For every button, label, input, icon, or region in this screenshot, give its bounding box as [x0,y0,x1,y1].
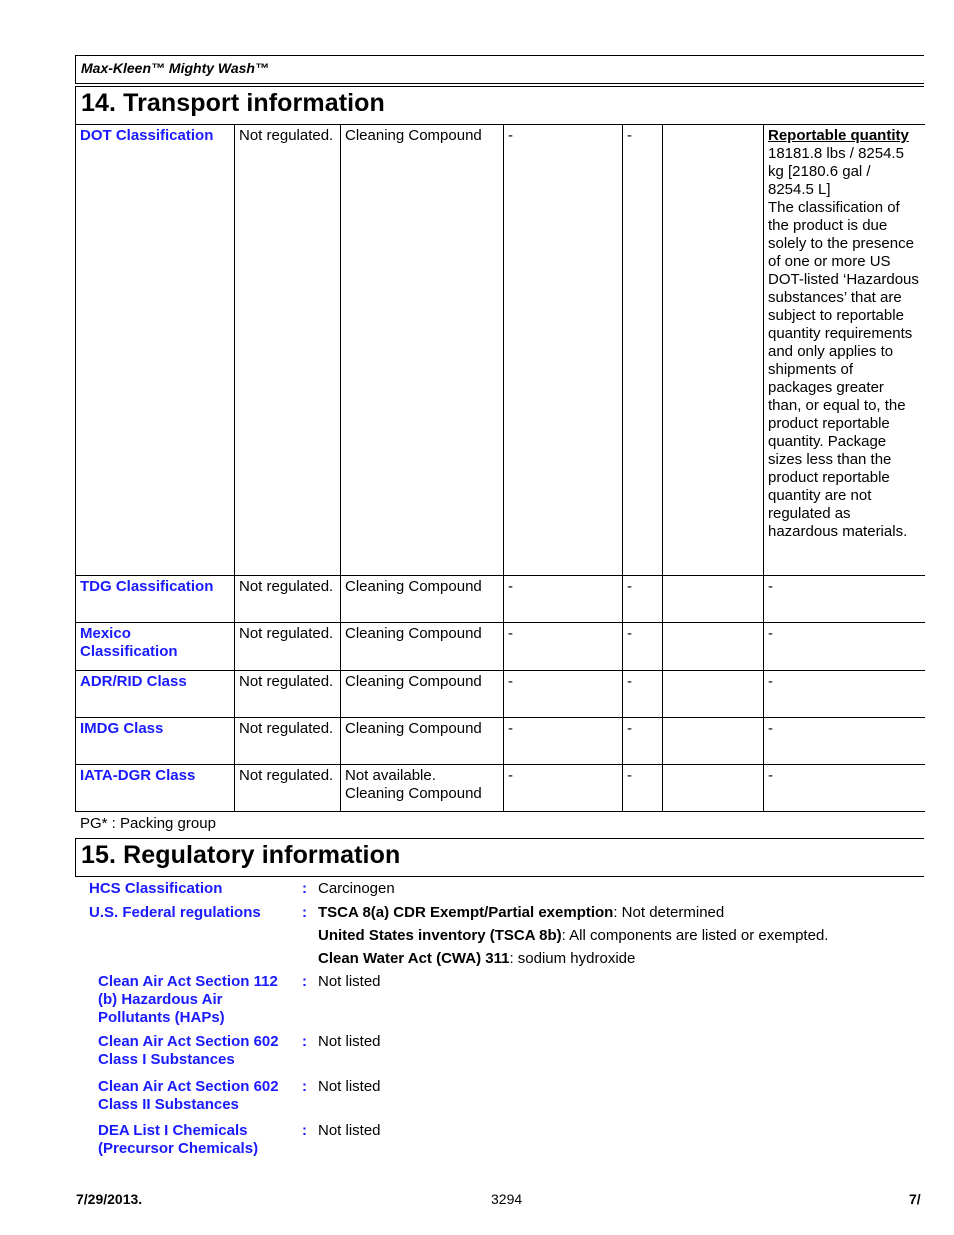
row-packing-group: - [627,673,632,690]
row-class: - [508,767,513,784]
row-shipping-name: Not available. Cleaning Compound [345,767,482,802]
row-packing-group: - [627,625,632,642]
section-14-header [75,86,924,125]
row-shipping-name: Cleaning Compound [345,127,482,144]
caa-602-class-i-label: Clean Air Act Section 602 Class I Substances [98,1033,279,1068]
row-additional-info: - [768,673,773,690]
caa-112b-label: Clean Air Act Section 112 (b) Hazardous Air Pollutants (HAPs) [98,973,278,1026]
federal-line-rest: : Not determined [613,904,725,921]
table-row [76,671,925,718]
table-row [76,576,925,623]
section-15-title: 15. Regulatory information [81,841,401,869]
reportable-quantity-heading: Reportable quantity [768,127,909,144]
hcs-classification-label: HCS Classification [89,880,223,897]
hcs-classification-value: Carcinogen [318,880,395,897]
row-additional-info: - [768,578,773,595]
section-15-header [75,838,924,877]
footer-page: 7/ [909,1191,921,1207]
row-class: - [508,720,513,737]
colon: : [302,904,307,921]
colon: : [302,973,307,990]
us-federal-regulations-label: U.S. Federal regulations [89,904,261,921]
footer-code: 3294 [491,1191,523,1207]
row-shipping-name: Cleaning Compound [345,720,482,737]
row-class: - [508,625,513,642]
caa-602-class-i-value: Not listed [318,1033,381,1050]
row-classification: IMDG Class [80,720,164,737]
row-additional-info: 18181.8 lbs / 8254.5 kg [2180.6 gal / 8254.5 L] The classification of the product is due solely to the presence of one or more US DOT-listed ‘Hazardous substances’ that are subject to reportable quantity requirements and only applies to shipments of packages greater than, or equal to, the product reportable quantity. Package sizes less than the product reportable quantity are not regulated as hazardous materials. [768,145,919,540]
caa-112b-value: Not listed [318,973,381,990]
row-packing-group: - [627,720,632,737]
row-un-number: Not regulated. [239,578,334,595]
colon: : [302,1122,307,1139]
row-un-number: Not regulated. [239,767,334,784]
row-shipping-name: Cleaning Compound [345,673,482,690]
federal-line-bold: Clean Water Act (CWA) 311 [318,950,510,967]
row-classification: Mexico Classification [80,625,178,660]
row-shipping-name: Cleaning Compound [345,625,482,642]
product-header [75,55,924,84]
product-name: Max-Kleen™ Mighty Wash™ [81,60,269,76]
row-packing-group: - [627,127,632,144]
row-packing-group: - [627,578,632,595]
federal-line-bold: TSCA 8(a) CDR Exempt/Partial exemption [318,904,614,921]
row-additional-info: - [768,767,773,784]
row-classification: TDG Classification [80,578,214,595]
dea-list-i-label: DEA List I Chemicals (Precursor Chemicals) [98,1122,259,1157]
row-un-number: Not regulated. [239,625,334,642]
section-14-title: 14. Transport information [81,89,385,117]
table-row [76,718,925,765]
caa-602-class-ii-label: Clean Air Act Section 602 Class II Substances [98,1078,279,1113]
transport-table [75,124,925,812]
table-row [76,765,925,812]
federal-line-rest: : All components are listed or exempted. [561,927,829,944]
row-additional-info: - [768,625,773,642]
dea-list-i-value: Not listed [318,1122,381,1139]
table-row [76,125,925,576]
table-row [76,623,925,671]
row-class: - [508,127,513,144]
row-un-number: Not regulated. [239,720,334,737]
federal-line [318,950,635,968]
caa-602-class-ii-value: Not listed [318,1078,381,1095]
row-class: - [508,578,513,595]
colon: : [302,880,307,897]
row-un-number: Not regulated. [239,127,334,144]
row-class: - [508,673,513,690]
row-shipping-name: Cleaning Compound [345,578,482,595]
federal-line-rest: : sodium hydroxide [509,950,636,967]
federal-line-bold: United States inventory (TSCA 8b) [318,927,562,944]
row-additional-info: - [768,720,773,737]
row-classification: DOT Classification [80,127,214,144]
row-un-number: Not regulated. [239,673,334,690]
row-packing-group: - [627,767,632,784]
row-classification: IATA-DGR Class [80,767,196,784]
footer-date: 7/29/2013. [76,1191,143,1207]
row-classification: ADR/RID Class [80,673,187,690]
federal-line [318,904,724,922]
colon: : [302,1033,307,1050]
packing-group-footnote: PG* : Packing group [80,815,216,832]
federal-line [318,927,828,945]
colon: : [302,1078,307,1095]
